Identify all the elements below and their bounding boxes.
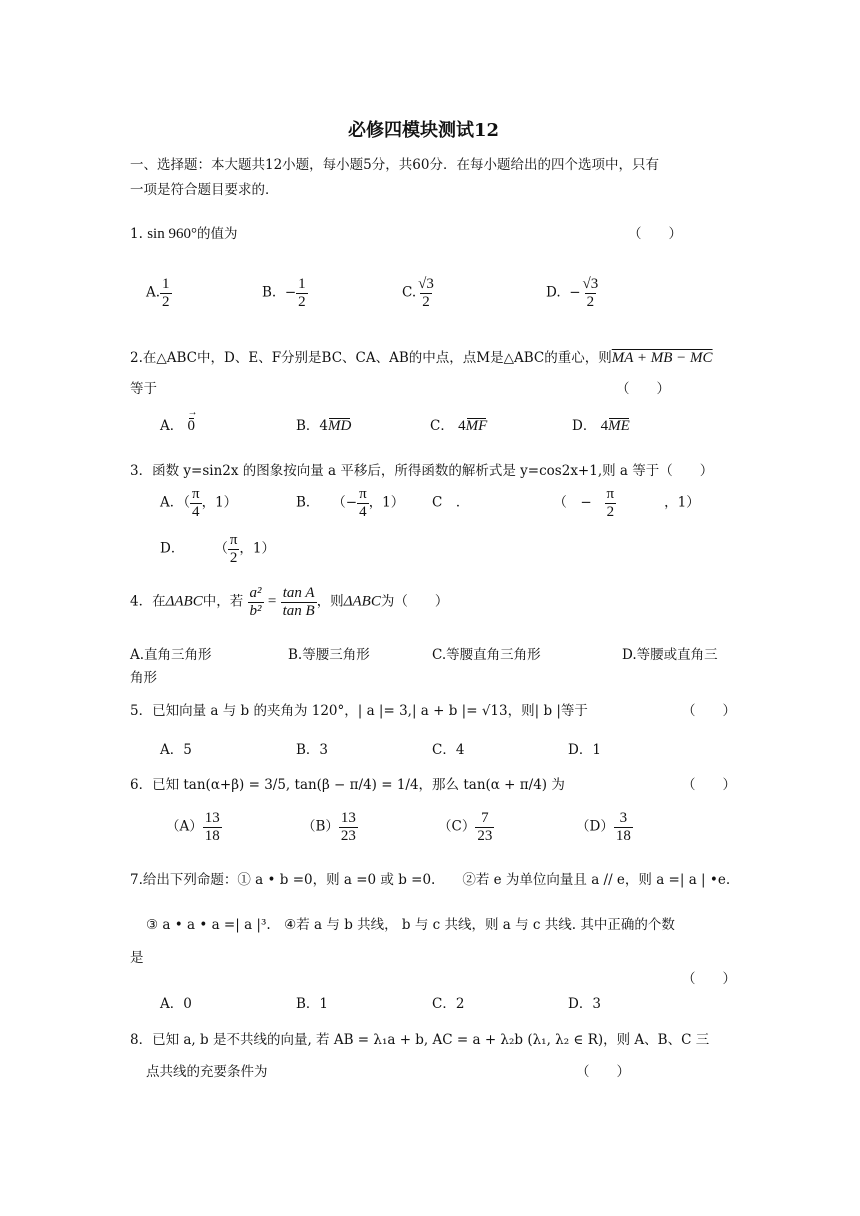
- q4-stem: [130, 585, 448, 619]
- option-label: （D）: [576, 818, 614, 835]
- q7-stem-line1: 7.给出下列命题：① a • b =0，则 a =0 或 b =0. ②若 e 为单位向量且 a // e，则 a =| a | •e.: [130, 872, 731, 888]
- q2-option-b: [296, 414, 351, 435]
- q7-option-c: C．2: [432, 996, 465, 1012]
- q5-option-a: A．5: [160, 742, 192, 758]
- q5-option-c: C．4: [432, 742, 465, 758]
- q2-option-d: [572, 414, 630, 435]
- option-label: D．: [160, 540, 185, 557]
- q1-answer-blank: （ ）: [628, 226, 682, 242]
- vector-mf: MF: [465, 418, 488, 434]
- q7-option-d: D．3: [568, 996, 601, 1012]
- option-tail: ，1）: [664, 494, 700, 511]
- q6-option-b: [302, 810, 358, 844]
- q8-stem-line2: 点共线的充要条件为: [146, 1064, 268, 1080]
- q5-option-d: D．1: [568, 742, 601, 758]
- q4-text: 为（ ）: [380, 593, 449, 610]
- option-label: D．: [572, 418, 597, 434]
- section-instructions-line2: 一项是符合题目要求的．: [130, 182, 279, 198]
- option-label: B.: [262, 284, 277, 301]
- option-tail: ，1）: [239, 540, 275, 557]
- q5-option-b: B．3: [296, 742, 329, 758]
- q4-option-b: B.等腰三角形: [288, 647, 370, 663]
- q4-text: 4．在: [130, 593, 166, 610]
- option-label: D.: [546, 284, 561, 301]
- fraction: $\frac{\text{tan A}}{\text{tan B}}$: [282, 585, 315, 619]
- fraction: $\frac{\text{a²}}{\text{b²}}$: [249, 585, 262, 619]
- q3-option-a: [160, 486, 237, 520]
- fraction: $\frac{1}{2}$: [298, 276, 306, 310]
- vector-zero: 0 →: [188, 418, 196, 435]
- q1-number: 1.: [130, 226, 143, 242]
- q4-text: ，则: [316, 593, 344, 610]
- q2-text: 2.在△ABC中，D、E、F分别是BC、CA、AB的中点，点M是△ABC的重心，则: [130, 350, 612, 366]
- q1-option-c: [402, 276, 436, 310]
- q7-stem-line3: 是: [130, 950, 144, 966]
- fraction: $\frac{√3}{2}$: [582, 276, 599, 310]
- q1-expression: sin 960°: [147, 226, 197, 242]
- q8-stem-line1: 8．已知 a, b 是不共线的向量, 若 AB = λ₁a + b, AC = a + λ₂b (λ₁, λ₂ ∈ R)，则 A、B、C 三: [130, 1032, 710, 1048]
- fraction: $\frac{\pi}{4}$: [359, 486, 367, 520]
- fraction: $\frac{\pi}{2}$: [229, 532, 238, 566]
- option-tail: ，1）: [201, 494, 238, 511]
- q7-answer-blank: （ ）: [682, 971, 736, 987]
- fraction: $\frac{\pi}{2}$: [606, 486, 615, 520]
- q6-stem: 6．已知 tan(α+β) = 3/5, tan(β − π/4) = 1/4，那么 tan(α + π/4) 为: [130, 777, 565, 793]
- q8-answer-blank: （ ）: [576, 1064, 630, 1080]
- option-label: A．（: [160, 494, 190, 511]
- q2-answer-blank: （ ）: [616, 381, 670, 397]
- option-prefix: （: [214, 540, 228, 557]
- option-prefix: （ −: [553, 494, 592, 511]
- fraction: $\frac{7}{23}$: [477, 810, 493, 844]
- q1-tail: 的值为: [196, 226, 238, 242]
- fraction: $\frac{\pi}{4}$: [192, 486, 200, 520]
- option-label: （B）: [302, 818, 339, 835]
- q1-option-a: [146, 276, 172, 310]
- q4-option-c: C.等腰直角三角形: [432, 647, 541, 663]
- q1-option-d: [546, 276, 600, 310]
- q3-option-c: [432, 486, 700, 520]
- page-title: 必修四模块测试12: [348, 120, 500, 141]
- q6-option-c: [438, 810, 494, 844]
- vector-me: ME: [608, 418, 630, 434]
- q6-option-a: [166, 810, 222, 844]
- equals-sign: =: [267, 593, 277, 610]
- fraction: $\frac{3}{18}$: [615, 810, 631, 844]
- q2-option-c: [430, 414, 487, 435]
- q3-option-b: [296, 486, 404, 520]
- q4-option-a: A.直角三角形: [130, 647, 212, 663]
- triangle-symbol: ΔABC: [165, 593, 203, 610]
- triangle-symbol: ΔABC: [343, 593, 381, 610]
- q7-option-a: A．0: [160, 996, 192, 1012]
- q5-answer-blank: （ ）: [682, 703, 736, 719]
- q5-stem: 5．已知向量 a 与 b 的夹角为 120°，| a |= 3,| a + b |= √13，则| b |等于: [130, 703, 588, 719]
- fraction: $\frac{13}{18}$: [204, 810, 220, 844]
- option-label: C ．: [432, 494, 470, 511]
- option-tail: ，1）: [368, 494, 405, 511]
- option-label: （C）: [438, 818, 476, 835]
- sign: −: [569, 284, 581, 301]
- vector-md: MD: [328, 418, 352, 434]
- fraction: $\frac{1}{2}$: [162, 276, 170, 310]
- q6-answer-blank: （ ）: [682, 777, 736, 793]
- q3-stem: 3．函数 y=sin2x 的图象按向量 a 平移后，所得函数的解析式是 y=cos2x+1,则 a 等于（ ）: [130, 463, 714, 479]
- q2-option-a: [160, 414, 195, 435]
- q6-option-d: [576, 810, 633, 844]
- option-label: A.: [146, 284, 161, 301]
- q7-stem-line2: ③ a • a • a =| a |³. ④若 a 与 b 共线， b 与 c 共线，则 a 与 c 共线. 其中正确的个数: [146, 917, 675, 933]
- option-label: （A）: [166, 818, 203, 835]
- q2-stem-line2: 等于: [130, 381, 157, 397]
- option-label: B．4: [296, 418, 329, 434]
- section-instructions-line1: 一、选择题：本大题共12小题，每小题5分，共60分．在每小题给出的四个选项中，只有: [130, 157, 659, 173]
- q1-stem: [130, 222, 237, 243]
- option-label: B．: [296, 494, 320, 511]
- q3-option-d: [160, 532, 275, 566]
- coefficient: 4: [458, 418, 466, 434]
- fraction: $\frac{13}{23}$: [340, 810, 356, 844]
- option-label: C．: [430, 418, 454, 434]
- sign: −: [284, 284, 297, 301]
- q4-option-d-wrap: 角形: [130, 670, 157, 686]
- q2-stem-line1: [130, 346, 713, 367]
- fraction: $\frac{√3}{2}$: [418, 276, 434, 310]
- q7-option-b: B．1: [296, 996, 329, 1012]
- option-label: A．: [160, 418, 184, 434]
- option-label: C.: [402, 284, 417, 301]
- q4-text: 中，若: [202, 593, 244, 610]
- q2-expression: MA + MB − MC: [611, 350, 713, 366]
- q1-option-b: [262, 276, 308, 310]
- q4-option-d: D.等腰或直角三: [622, 647, 718, 663]
- coefficient: 4: [600, 418, 609, 434]
- option-prefix: （−: [332, 494, 358, 511]
